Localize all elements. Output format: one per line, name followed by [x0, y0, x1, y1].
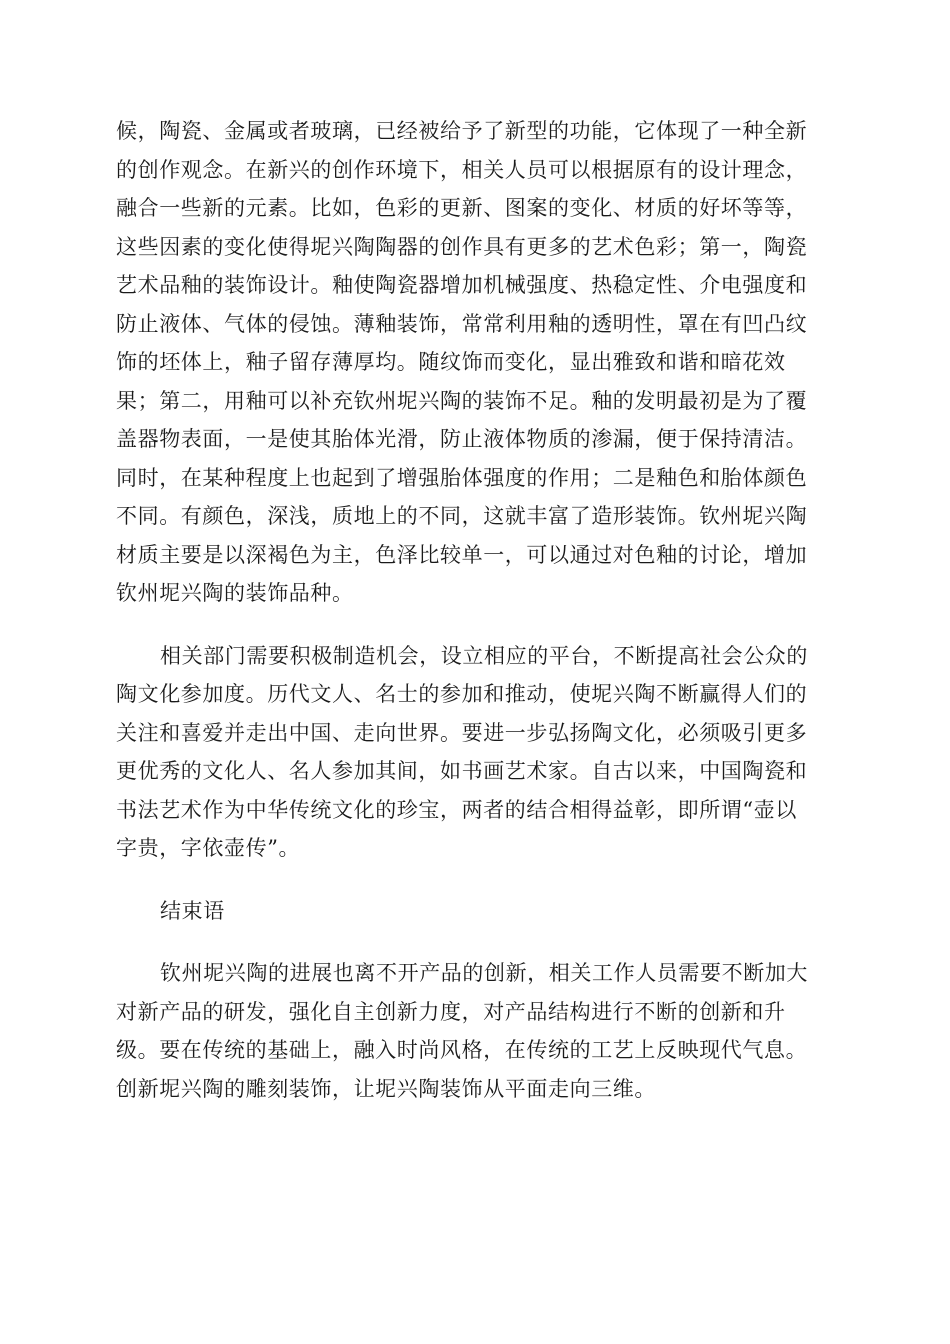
- paragraph-spacer: [116, 868, 836, 892]
- text-line: 钦州坭兴陶的装饰品种。: [116, 581, 354, 605]
- text-line: 饰的坯体上，釉子留存薄厚均。随纹饰而变化，显出雅致和谐和暗花效: [116, 350, 786, 374]
- text-line: 相关部门需要积极制造机会，设立相应的平台，不断提高社会公众的: [160, 643, 808, 668]
- text-line: 融合一些新的元素。比如，色彩的更新、图案的变化、材质的好坏等等，: [116, 196, 808, 220]
- text-line: 级。要在传统的基础上，融入时尚风格，在传统的工艺上反映现代气息。: [116, 1038, 808, 1062]
- section-heading-conclusion: 结束语: [160, 898, 225, 923]
- text-line: 防止液体、气体的侵蚀。薄釉装饰，常常利用釉的透明性，罩在有凹凸纹: [116, 311, 808, 336]
- text-line: 同时，在某种程度上也起到了增强胎体强度的作用；二是釉色和胎体颜色: [116, 465, 808, 490]
- text-line: 的创作观念。在新兴的创作环境下，相关人员可以根据原有的设计理念，: [116, 157, 808, 182]
- text-line: 材质主要是以深褐色为主，色泽比较单一，可以通过对色釉的讨论，增加: [116, 542, 808, 567]
- text-line: 候，陶瓷、金属或者玻璃，已经被给予了新型的功能，它体现了一种全新: [116, 119, 808, 143]
- paragraph-glaze-decoration: [116, 112, 836, 613]
- text-line: 陶文化参加度。历代文人、名士的参加和推动，使坭兴陶不断赢得人们的: [116, 682, 808, 706]
- text-line: 字贵，字依壶传”。: [116, 836, 301, 860]
- text-line: 不同。有颜色，深浅，质地上的不同，这就丰富了造形装饰。钦州坭兴陶: [116, 504, 808, 528]
- paragraph-culture-participation: [116, 637, 836, 868]
- text-line: 关注和喜爱并走出中国、走向世界。要进一步弘扬陶文化，必须吸引更多: [116, 720, 808, 745]
- paragraph-spacer: [116, 930, 836, 954]
- text-line: 钦州坭兴陶的进展也离不开产品的创新，相关工作人员需要不断加大: [160, 961, 808, 985]
- text-line: 创新坭兴陶的雕刻装饰，让坭兴陶装饰从平面走向三维。: [116, 1076, 656, 1101]
- document-body: [116, 112, 836, 1108]
- text-line: 这些因素的变化使得坭兴陶陶器的创作具有更多的艺术色彩；第一，陶瓷: [116, 234, 808, 259]
- text-line: 更优秀的文化人、名人参加其间，如书画艺术家。自古以来，中国陶瓷和: [116, 759, 808, 783]
- text-line: 果；第二，用釉可以补充钦州坭兴陶的装饰不足。釉的发明最初是为了覆: [116, 388, 808, 413]
- paragraph-spacer: [116, 613, 836, 637]
- text-line: 艺术品釉的装饰设计。釉使陶瓷器增加机械强度、热稳定性、介电强度和: [116, 273, 808, 297]
- paragraph-conclusion: [116, 954, 836, 1108]
- text-line: 书法艺术作为中华传统文化的珍宝，两者的结合相得益彰，即所谓“壶以: [116, 797, 797, 822]
- text-line: 对新产品的研发，强化自主创新力度，对产品结构进行不断的创新和升: [116, 999, 786, 1024]
- text-line: 盖器物表面，一是使其胎体光滑，防止液体物质的渗漏，便于保持清洁。: [116, 427, 808, 451]
